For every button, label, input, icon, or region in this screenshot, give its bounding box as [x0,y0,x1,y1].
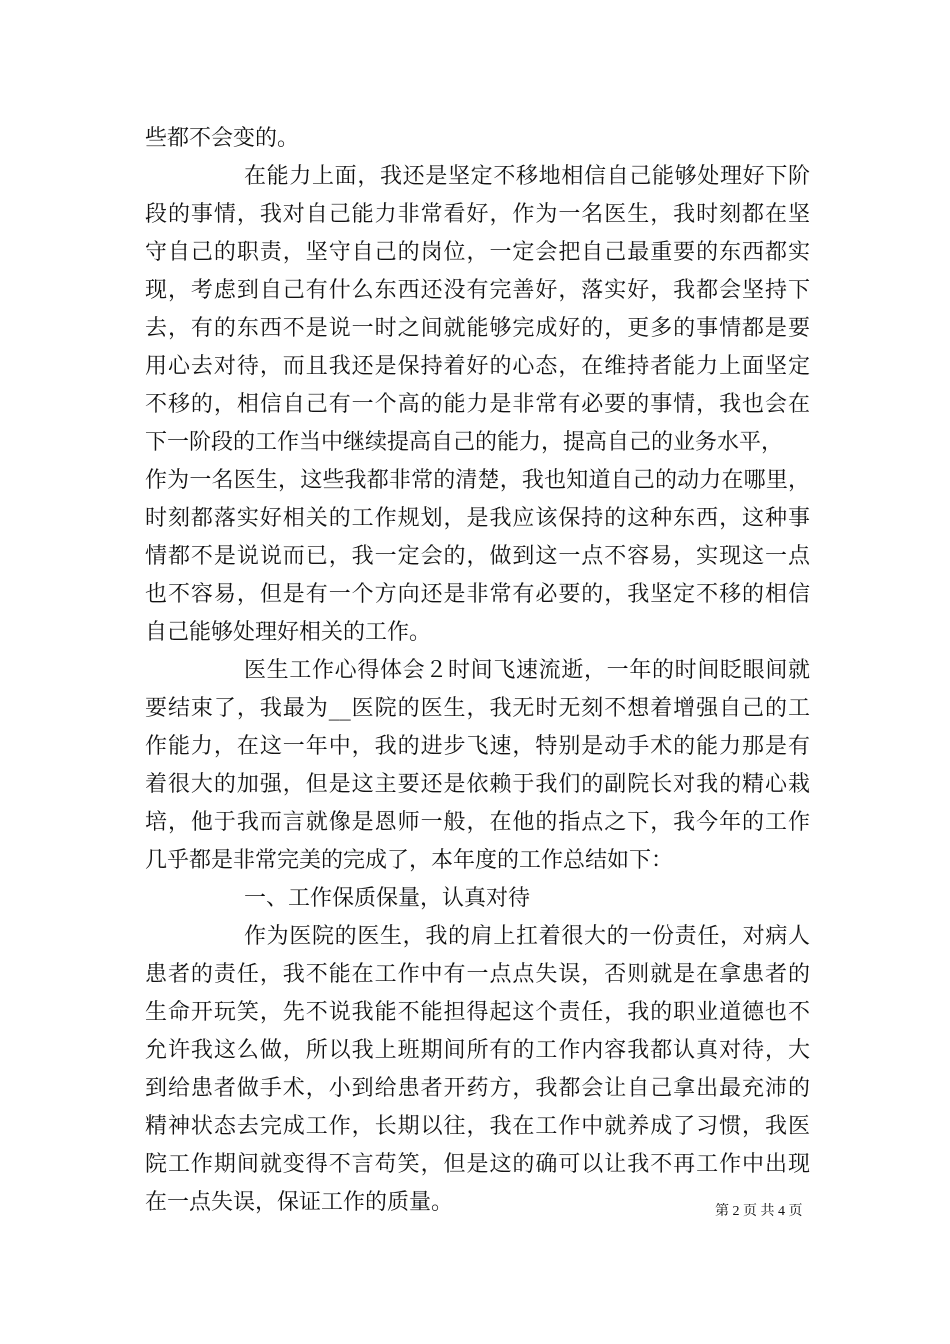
text-line: 作为医院的医生，我的肩上扛着很大的一份责任，对病人 [244,924,810,949]
text-line: 精神状态去完成工作，长期以往，我在工作中就养成了习惯，我医 [145,1114,810,1139]
text-line: 现，考虑到自己有什么东西还没有完善好，落实好，我都会坚持下 [145,278,810,303]
page-number: 第 2 页 共 4 页 [715,1204,803,1219]
text-line: 培，他于我而言就像是恩师一般，在他的指点之下，我今年的工作 [145,810,810,835]
text-line: 院工作期间就变得不言苟笑，但是这的确可以让我不再工作中出现 [145,1152,810,1177]
text-line: 在一点失误，保证工作的质量。 [145,1190,454,1215]
text-line: 去，有的东西不是说一时之间就能够完成好的，更多的事情都是要 [145,316,810,341]
text-line: 守自己的职责，坚守自己的岗位，一定会把自己最重要的东西都实 [145,240,810,265]
text-line: 患者的责任，我不能在工作中有一点点失误，否则就是在拿患者的 [145,962,810,987]
text-line: 情都不是说说而已，我一定会的，做到这一点不容易，实现这一点 [145,544,810,569]
text-line: 医生工作心得体会２时间飞速流逝，一年的时间眨眼间就 [244,658,810,683]
text-line: 作能力，在这一年中，我的进步飞速，特别是动手术的能力那是有 [145,734,810,759]
text-line: 要结束了，我最为__医院的医生，我无时无刻不想着增强自己的工 [145,696,810,721]
text-line: 自己能够处理好相关的工作。 [145,620,432,645]
text-line: 到给患者做手术，小到给患者开药方，我都会让自己拿出最充沛的 [145,1076,810,1101]
text-line: 生命开玩笑，先不说我能不能担得起这个责任，我的职业道德也不 [145,1000,810,1025]
text-line: 段的事情，我对自己能力非常看好，作为一名医生，我时刻都在坚 [145,202,810,227]
text-line: 下一阶段的工作当中继续提高自己的能力，提高自己的业务水平， [145,430,784,455]
text-line: 着很大的加强，但是这主要还是依赖于我们的副院长对我的精心栽 [145,772,810,797]
text-line: 不移的，相信自己有一个高的能力是非常有必要的事情，我也会在 [145,392,810,417]
text-line: 用心去对待，而且我还是保持着好的心态，在维持者能力上面坚定 [145,354,810,379]
text-line: 作为一名医生，这些我都非常的清楚，我也知道自己的动力在哪里， [145,468,810,493]
text-line: 时刻都落实好相关的工作规划，是我应该保持的这种东西，这种事 [145,506,810,531]
text-line: 些都不会变的。 [145,126,300,151]
text-line: 允许我这么做，所以我上班期间所有的工作内容我都认真对待，大 [145,1038,810,1063]
text-line: 几乎都是非常完美的完成了，本年度的工作总结如下： [145,848,674,873]
text-line: 在能力上面，我还是坚定不移地相信自己能够处理好下阶 [244,164,810,189]
text-line: 也不容易，但是有一个方向还是非常有必要的，我坚定不移的相信 [145,582,810,607]
section-heading: 一、工作保质保量，认真对待 [244,886,531,911]
